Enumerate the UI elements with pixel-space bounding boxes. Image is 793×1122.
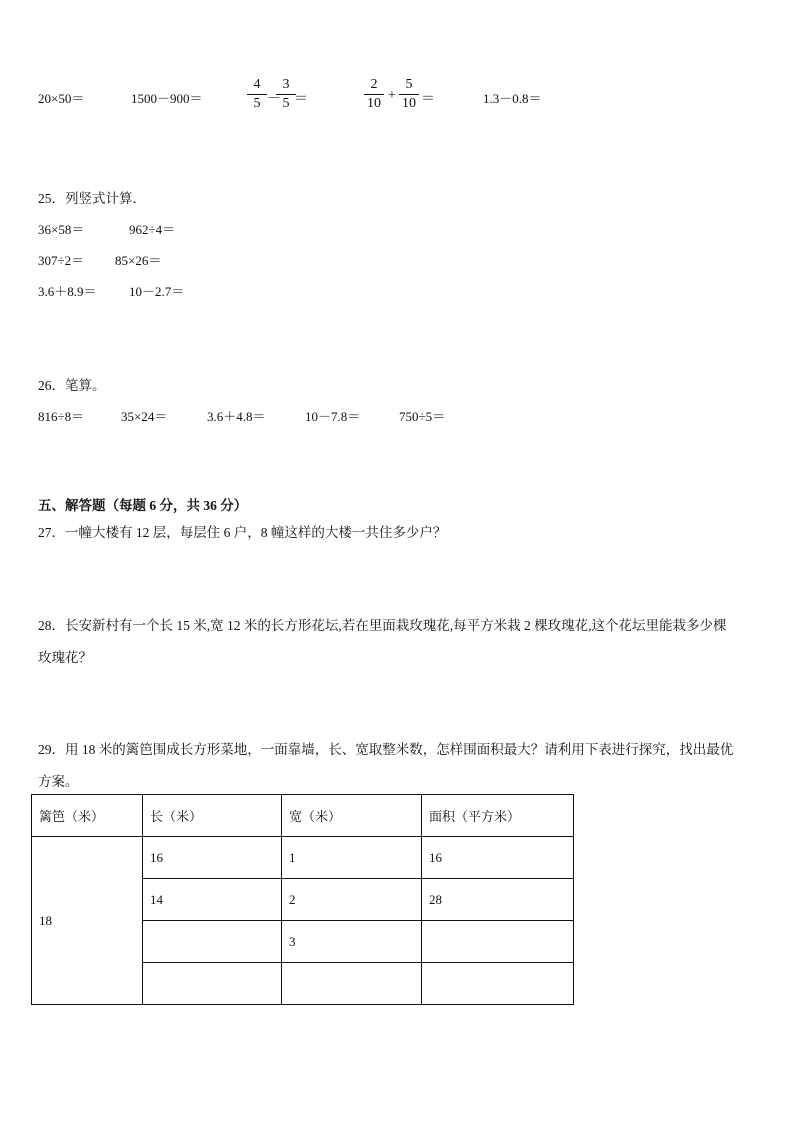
fraction-numerator: 4 — [253, 77, 261, 92]
table-cell — [422, 921, 574, 963]
table-cell — [422, 963, 574, 1005]
fraction-bar — [364, 94, 384, 95]
fraction-denominator: 10 — [402, 96, 416, 111]
fraction-4-5 — [247, 77, 267, 112]
header-cell: 宽（米） — [282, 795, 422, 837]
expr-20x50: 20×50＝ — [38, 91, 85, 106]
q25-title: 25．列竖式计算． — [38, 191, 146, 206]
fraction-numerator: 2 — [370, 77, 378, 92]
q26-expr: 35×24＝ — [121, 409, 168, 424]
table-cell: 16 — [143, 837, 282, 879]
fraction-5-10 — [399, 77, 419, 112]
minus-operator: － — [267, 92, 281, 107]
q25-expr: 962÷4＝ — [129, 222, 176, 237]
fraction-2-10 — [364, 77, 384, 112]
q27-text: 27．一幢大楼有 12 层，每层住 6 户，8 幢这样的大楼一共住多少户？ — [38, 525, 447, 540]
q29-text-line2: 方案。 — [38, 774, 79, 789]
fence-length-cell: 18 — [32, 837, 143, 1005]
table-cell: 3 — [282, 921, 422, 963]
equals-sign: ＝ — [294, 92, 308, 107]
table-cell — [143, 963, 282, 1005]
table-cell — [143, 921, 282, 963]
q25-expr: 307÷2＝ — [38, 253, 85, 268]
q26-expr: 10－7.8＝ — [305, 409, 361, 424]
table-cell: 14 — [143, 879, 282, 921]
table-cell — [282, 963, 422, 1005]
table-row — [32, 837, 574, 879]
fraction-bar — [247, 94, 267, 95]
q28-text-line1: 28．长安新村有一个长 15 米,宽 12 米的长方形花坛,若在里面栽玫瑰花,每平方米栽 2 棵玫瑰花,这个花坛里能栽多少棵 — [38, 618, 727, 633]
q25-expr: 10－2.7＝ — [129, 284, 185, 299]
header-cell: 长（米） — [143, 795, 282, 837]
expr-1500-900: 1500－900＝ — [131, 91, 203, 106]
fraction-bar — [399, 94, 419, 95]
q26-expr: 3.6＋4.8＝ — [207, 409, 266, 424]
fraction-3-5 — [276, 77, 296, 112]
q25-expr: 85×26＝ — [115, 253, 162, 268]
q25-expr: 3.6＋8.9＝ — [38, 284, 97, 299]
q25-expr: 36×58＝ — [38, 222, 85, 237]
table-header-row — [32, 795, 574, 837]
table-cell: 28 — [422, 879, 574, 921]
q28-text-line2: 玫瑰花？ — [38, 650, 92, 665]
q26-expr: 816÷8＝ — [38, 409, 85, 424]
fraction-numerator: 3 — [282, 77, 290, 92]
table-cell: 2 — [282, 879, 422, 921]
table-cell: 16 — [422, 837, 574, 879]
table-cell: 1 — [282, 837, 422, 879]
equals-sign: ＝ — [421, 92, 435, 107]
plus-operator: + — [388, 88, 396, 103]
q26-expr: 750÷5＝ — [399, 409, 446, 424]
fence-table — [31, 794, 574, 1005]
q26-title: 26．笔算。 — [38, 378, 106, 393]
q29-text-line1: 29．用 18 米的篱笆围成长方形菜地，一面靠墙，长、宽取整米数，怎样围面积最大？请利用下表进行探究，找出最优 — [38, 742, 734, 757]
fraction-bar — [276, 94, 296, 95]
header-cell: 面积（平方米） — [422, 795, 574, 837]
expr-1.3-0.8: 1.3－0.8＝ — [483, 91, 542, 106]
fraction-denominator: 10 — [367, 96, 381, 111]
section-heading: 五、解答题（每题 6 分，共 36 分） — [38, 498, 248, 513]
header-cell: 篱笆（米） — [32, 795, 143, 837]
fraction-denominator: 5 — [282, 96, 290, 111]
fraction-denominator: 5 — [253, 96, 261, 111]
fraction-numerator: 5 — [405, 77, 413, 92]
